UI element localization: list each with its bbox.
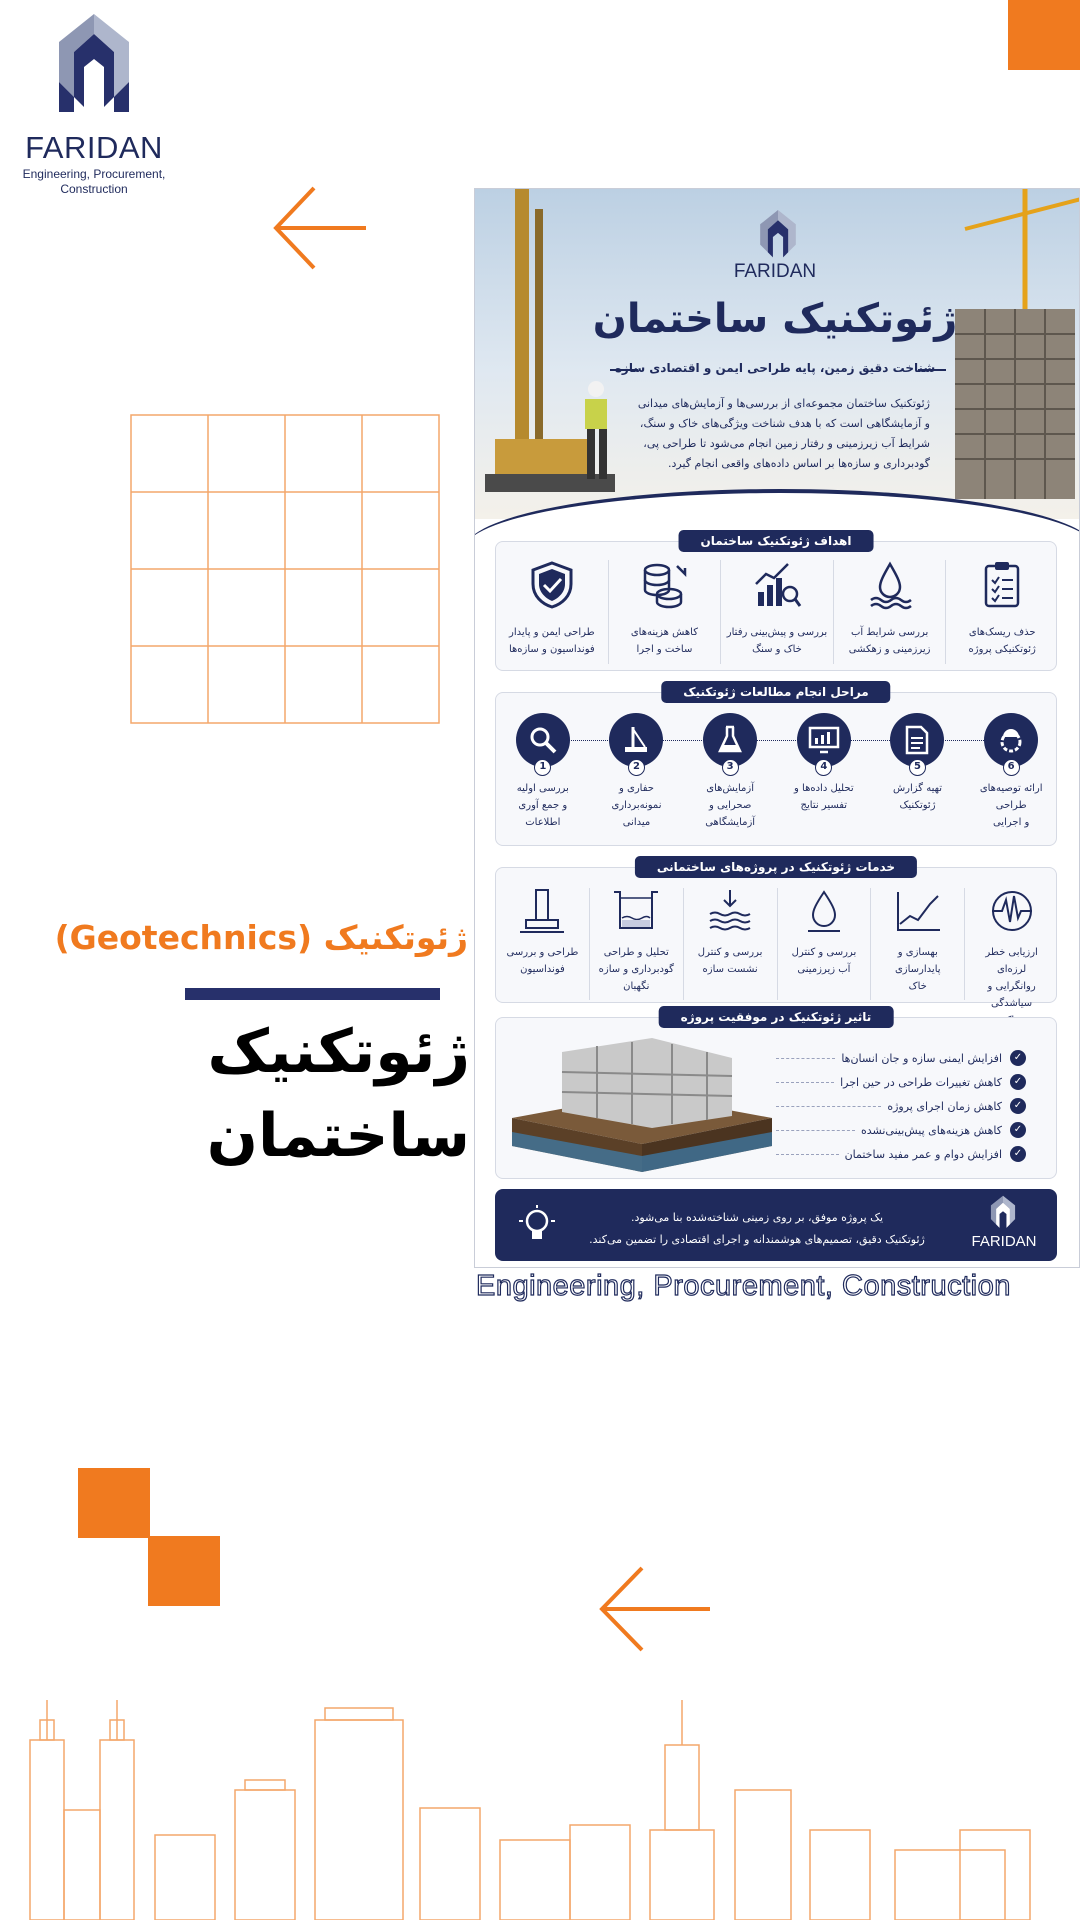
- service-label-line1: بررسی و کنترل: [791, 947, 857, 958]
- stage-item: [964, 713, 1058, 843]
- service-label-line2: روانگرایی و سیاشدگی: [987, 981, 1036, 1009]
- footer-logo-icon: [983, 1195, 1023, 1233]
- footer-line1: یک پروژه موفق، بر روی زمینی شناخته‌شده بنا می‌شود.: [630, 1211, 884, 1224]
- stage-number: 3: [722, 759, 739, 776]
- impact-section: [495, 1010, 1057, 1179]
- goal-label-line2: زیرزمینی و زهکشی: [848, 644, 931, 655]
- impact-item: [776, 1094, 1026, 1118]
- document-icon: [904, 725, 930, 755]
- goal-label-line2: ساخت و اجرا: [636, 644, 693, 655]
- poster: [474, 188, 1080, 1268]
- stage-label-line2: تفسیر نتایج: [800, 800, 848, 811]
- magnifier-icon: [528, 725, 558, 755]
- stage-label-line2: ژئوتکنیک: [899, 800, 936, 811]
- poster-footer: [495, 1189, 1057, 1261]
- grid-decoration: [130, 414, 440, 724]
- stage-number: 4: [815, 759, 832, 776]
- stage-item: [590, 713, 684, 843]
- service-item: [870, 888, 964, 1000]
- stage-label-line2: و اجرایی: [992, 817, 1030, 828]
- check-icon: ✓: [1010, 1050, 1026, 1066]
- goal-item: [945, 560, 1058, 664]
- leader-line: [776, 1082, 834, 1083]
- gear-helmet-icon: [996, 725, 1026, 755]
- impact-text: کاهش تغییرات طراحی در حین اجرا: [840, 1075, 1002, 1089]
- stage-label-line1: تحلیل داده‌ها و: [794, 783, 854, 794]
- impact-item: [776, 1142, 1026, 1166]
- leader-line: [776, 1154, 839, 1155]
- goal-label-line2: ژئوتکنیکی پروژه: [968, 644, 1036, 655]
- lightbulb-icon: [517, 1205, 557, 1247]
- drill-rig-illustration: [475, 189, 645, 509]
- stage-label-line1: حفاری و: [619, 783, 654, 794]
- goal-item: [608, 560, 721, 664]
- impact-item: [776, 1046, 1026, 1070]
- goal-label-line2: فونداسیون و سازه‌ها: [508, 644, 595, 655]
- brand-subtitle: [14, 167, 174, 197]
- coins-icon: [639, 560, 689, 610]
- city-skyline-illustration: [0, 1680, 1080, 1920]
- clipboard-icon: [980, 560, 1024, 610]
- service-item: [683, 888, 777, 1000]
- stage-label-line3: اطلاعات: [525, 817, 561, 828]
- hero-image: [475, 189, 1080, 519]
- impact-item: [776, 1118, 1026, 1142]
- stage-item: [496, 713, 590, 843]
- chart-search-icon: [752, 560, 802, 610]
- service-label-line1: ارزیابی خطر لرزه‌ای: [985, 947, 1038, 975]
- goal-item: [833, 560, 946, 664]
- poster-intro: ژئوتکنیک ساختمان مجموعه‌ای از بررسی‌ها و آزمایش‌های میدانی و آزمایشگاهی است که با هدف شناخت ویژگی‌های خاک و سنگ، شرایط آب زیرزمینی و رفتار زمین انجام می‌شود تا طراحی پی، گودبرداری و سازه‌ها بر اساس داده‌های واقعی انجام گیرد.: [637, 397, 930, 470]
- check-icon: ✓: [1010, 1122, 1026, 1138]
- arrow-left-icon: [270, 180, 370, 276]
- stages-section: [495, 685, 1057, 846]
- goal-label-line1: طراحی ایمن و پایدار: [509, 627, 595, 638]
- main-title-line1: ژئوتکنیک: [207, 1017, 470, 1087]
- goals-row: [496, 560, 1058, 664]
- trend-line-icon: [894, 888, 942, 934]
- water-drop-outline-icon: [800, 888, 848, 934]
- impact-heading: تاثیر ژئوتکنیک در موفقیت پروژه: [659, 1006, 894, 1028]
- poster-title: ژئوتکنیک ساختمان: [592, 296, 958, 342]
- service-label-line2: فونداسیون: [520, 964, 565, 975]
- stage-number: 6: [1003, 759, 1020, 776]
- excavation-icon: [610, 888, 662, 934]
- monitor-chart-icon: [808, 726, 840, 754]
- main-title: [150, 1010, 470, 1178]
- brand-name: FARIDAN: [25, 130, 163, 165]
- impact-text: افزایش ایمنی سازه و جان انسان‌ها: [841, 1051, 1002, 1065]
- service-label-line2: گودبرداری و سازه نگهبان: [598, 964, 674, 992]
- stage-label-line3: آزمایشگاهی: [705, 817, 756, 828]
- stage-label-line1: بررسی اولیه: [516, 783, 569, 794]
- impact-item: [776, 1070, 1026, 1094]
- service-label-line1: طراحی و بررسی: [506, 947, 579, 958]
- goals-section: [495, 534, 1057, 671]
- service-label-line2: خاک: [908, 981, 927, 992]
- goal-label-line1: کاهش هزینه‌های: [630, 627, 698, 638]
- impact-text: کاهش زمان اجرای پروژه: [887, 1099, 1002, 1113]
- service-label-line1: بررسی و کنترل: [697, 947, 763, 958]
- goal-label-line2: خاک و سنگ: [752, 644, 802, 655]
- flask-icon: [717, 725, 743, 755]
- goal-label-line1: بررسی شرایط آب: [850, 627, 929, 638]
- brand-subtitle-line1: Engineering, Procurement,: [22, 167, 166, 181]
- impact-text: کاهش هزینه‌های پیش‌بینی‌نشده: [860, 1123, 1002, 1137]
- stage-label-line3: میدانی: [622, 817, 651, 828]
- services-row: [496, 888, 1058, 1009]
- stage-number: 5: [909, 759, 926, 776]
- leader-line: [776, 1130, 855, 1131]
- water-drop-icon: [865, 560, 915, 610]
- goal-label-line1: حذف ریسک‌های: [968, 627, 1036, 638]
- poster-tagline: شناخت دقیق زمین، پایه طراحی ایمن و اقتصادی سازه: [614, 361, 936, 375]
- building-foundation-illustration: [502, 1032, 782, 1178]
- faridan-logo-icon: [44, 12, 144, 122]
- foundation-icon: [518, 888, 566, 934]
- drill-rig-icon: [621, 725, 651, 755]
- impact-list: [776, 1046, 1026, 1166]
- stage-number: 2: [628, 759, 645, 776]
- stage-number: 1: [534, 759, 551, 776]
- seismic-icon: [988, 888, 1036, 934]
- orange-square-bottom-2: [148, 1536, 220, 1606]
- building-illustration: [945, 189, 1080, 509]
- stage-label-line2: صحرایی و: [708, 800, 752, 811]
- impact-text: افزایش دوام و عمر مفید ساختمان: [844, 1147, 1002, 1161]
- orange-square-bottom-1: [78, 1468, 150, 1538]
- footer-text: [577, 1207, 937, 1251]
- service-label-line2: آب زیرزمینی: [797, 964, 851, 975]
- brand-logo: [14, 12, 174, 196]
- orange-square-top-right: [1008, 0, 1080, 70]
- check-icon: ✓: [1010, 1146, 1026, 1162]
- leader-line: [776, 1058, 835, 1059]
- service-item: [496, 888, 589, 1000]
- stage-label-line2: نمونه‌برداری: [611, 800, 662, 811]
- stage-label-line1: ارائه توصیه‌های طراحی: [979, 783, 1043, 811]
- poster-logo-icon: [745, 209, 811, 265]
- epc-caption: Engineering, Procurement, Construction: [476, 1270, 1011, 1302]
- service-item: [777, 888, 871, 1000]
- geotechnics-heading: ژئوتکنیک (Geotechnics): [54, 918, 468, 957]
- service-item: [589, 888, 683, 1000]
- stage-item: [871, 713, 965, 843]
- stage-label-line1: آزمایش‌های: [706, 783, 754, 794]
- main-title-line2: ساختمان: [206, 1101, 470, 1171]
- service-label-line1: تحلیل و طراحی: [603, 947, 669, 958]
- goal-item: [496, 560, 608, 664]
- stage-item: [777, 713, 871, 843]
- title-divider-bar: [185, 988, 440, 1000]
- stages-heading: مراحل انجام مطالعات ژئوتکنیک: [661, 681, 890, 703]
- arrow-left-icon: [596, 1562, 714, 1656]
- settlement-icon: [706, 888, 754, 934]
- service-label-line2: نشست سازه: [702, 964, 758, 975]
- leader-line: [776, 1106, 881, 1107]
- service-item: [964, 888, 1058, 1009]
- check-icon: ✓: [1010, 1098, 1026, 1114]
- footer-line2: ژئوتکنیک دقیق، تصمیم‌های هوشمندانه و اجرای اقتصادی را تضمین می‌کند.: [589, 1233, 925, 1246]
- stages-row: [496, 713, 1058, 843]
- shield-check-icon: [527, 560, 577, 610]
- goal-item: [720, 560, 833, 664]
- services-heading: خدمات ژئوتکنیک در پروژه‌های ساختمانی: [635, 856, 917, 878]
- stage-label-line2: و جمع آوری: [518, 800, 568, 811]
- brand-subtitle-line2: Construction: [60, 182, 128, 196]
- service-label-line1: بهسازی و پایدارسازی: [894, 947, 941, 975]
- goal-label-line1: بررسی و پیش‌بینی رفتار: [726, 627, 828, 638]
- goals-heading: اهداف ژئوتکنیک ساختمان: [679, 530, 874, 552]
- footer-brand: FARIDAN: [971, 1233, 1037, 1250]
- stage-label-line1: تهیه گزارش: [892, 783, 943, 794]
- check-icon: ✓: [1010, 1074, 1026, 1090]
- stage-item: [683, 713, 777, 843]
- poster-brand: FARIDAN: [733, 261, 817, 282]
- services-section: [495, 860, 1057, 1009]
